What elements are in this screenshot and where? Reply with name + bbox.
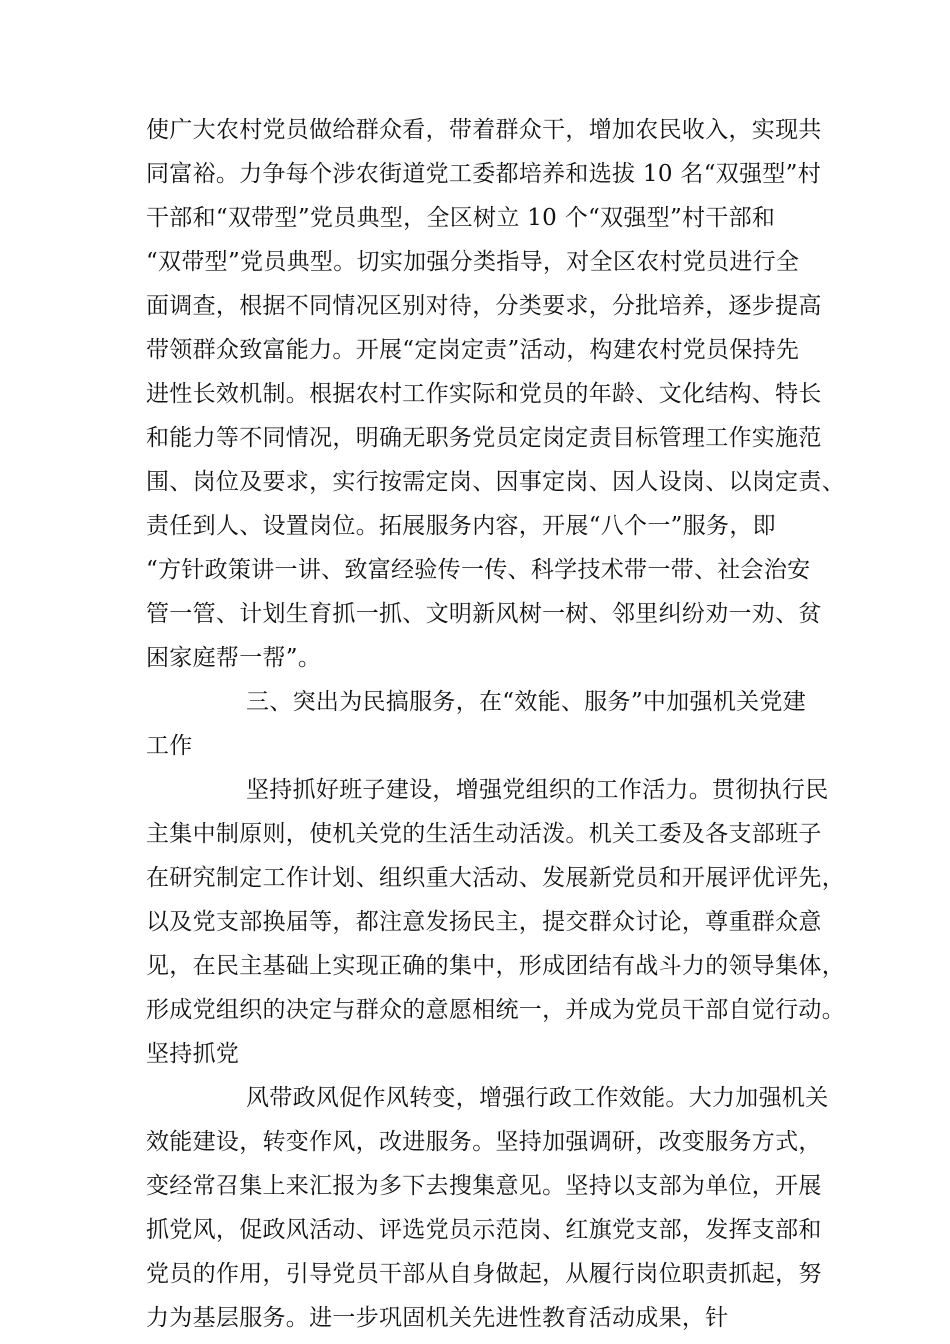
- text-line: 管一管、计划生育抓一抓、文明新风树一树、邻里纠纷劝一劝、贫: [146, 601, 822, 627]
- text-line: 带领群众致富能力。开展“定岗定责”活动，构建农村党员保持先: [146, 337, 800, 363]
- text-line: 形成党组织的决定与群众的意愿相统一，并成为党员干部自觉行动。: [146, 997, 845, 1023]
- text-line: 困家庭帮一帮”。: [146, 645, 322, 671]
- text-line: “方针政策讲一讲、致富经验传一传、科学技术带一带、社会治安: [146, 557, 811, 583]
- section-heading-continuation: 工作: [146, 733, 193, 759]
- section-heading: 三、突出为民搞服务，在“效能、服务”中加强机关党建: [246, 689, 807, 715]
- text-line: 面调查，根据不同情况区别对待，分类要求，分批培养，逐步提高: [146, 293, 822, 319]
- text-line: 党员的作用，引导党员干部从自身做起，从履行岗位职责抓起，努: [146, 1261, 822, 1287]
- text-line: 围、岗位及要求，实行按需定岗、因事定岗、因人设岗、以岗定责、: [146, 469, 845, 495]
- text-line: 干部和“双带型”党员典型，全区树立 10 个“双强型”村干部和: [146, 205, 776, 231]
- text-line: 责任到人、设置岗位。拓展服务内容，开展“八个一”服务，即: [146, 513, 776, 539]
- text-line: 见，在民主基础上实现正确的集中，形成团结有战斗力的领导集体，: [146, 953, 845, 979]
- text-line: 在研究制定工作计划、组织重大活动、发展新党员和开展评优评先，: [146, 865, 845, 891]
- text-line: 抓党风，促政风活动、评选党员示范岗、红旗党支部，发挥支部和: [146, 1217, 822, 1243]
- text-line: “双带型”党员典型。切实加强分类指导，对全区农村党员进行全: [146, 249, 800, 275]
- text-line: 同富裕。力争每个涉农街道党工委都培养和选拔 10 名“双强型”村: [146, 161, 822, 187]
- text-line: 主集中制原则，使机关党的生活生动活泼。机关工委及各支部班子: [146, 821, 822, 847]
- text-line: 坚持抓党: [146, 1041, 240, 1067]
- text-line: 以及党支部换届等，都注意发扬民主，提交群众讨论，尊重群众意: [146, 909, 822, 935]
- paragraph-start: 坚持抓好班子建设，增强党组织的工作活力。贯彻执行民: [246, 777, 829, 803]
- text-line: 进性长效机制。根据农村工作实际和党员的年龄、文化结构、特长: [146, 381, 822, 407]
- paragraph-start: 风带政风促作风转变，增强行政工作效能。大力加强机关: [246, 1085, 829, 1111]
- text-line: 变经常召集上来汇报为多下去搜集意见。坚持以支部为单位，开展: [146, 1173, 822, 1199]
- text-line: 和能力等不同情况，明确无职务党员定岗定责目标管理工作实施范: [146, 425, 822, 451]
- text-line: 使广大农村党员做给群众看，带着群众干，增加农民收入，实现共: [146, 117, 822, 143]
- text-line: 力为基层服务。进一步巩固机关先进性教育活动成果，针: [146, 1305, 729, 1331]
- text-line: 效能建设，转变作风，改进服务。坚持加强调研，改变服务方式，: [146, 1129, 822, 1155]
